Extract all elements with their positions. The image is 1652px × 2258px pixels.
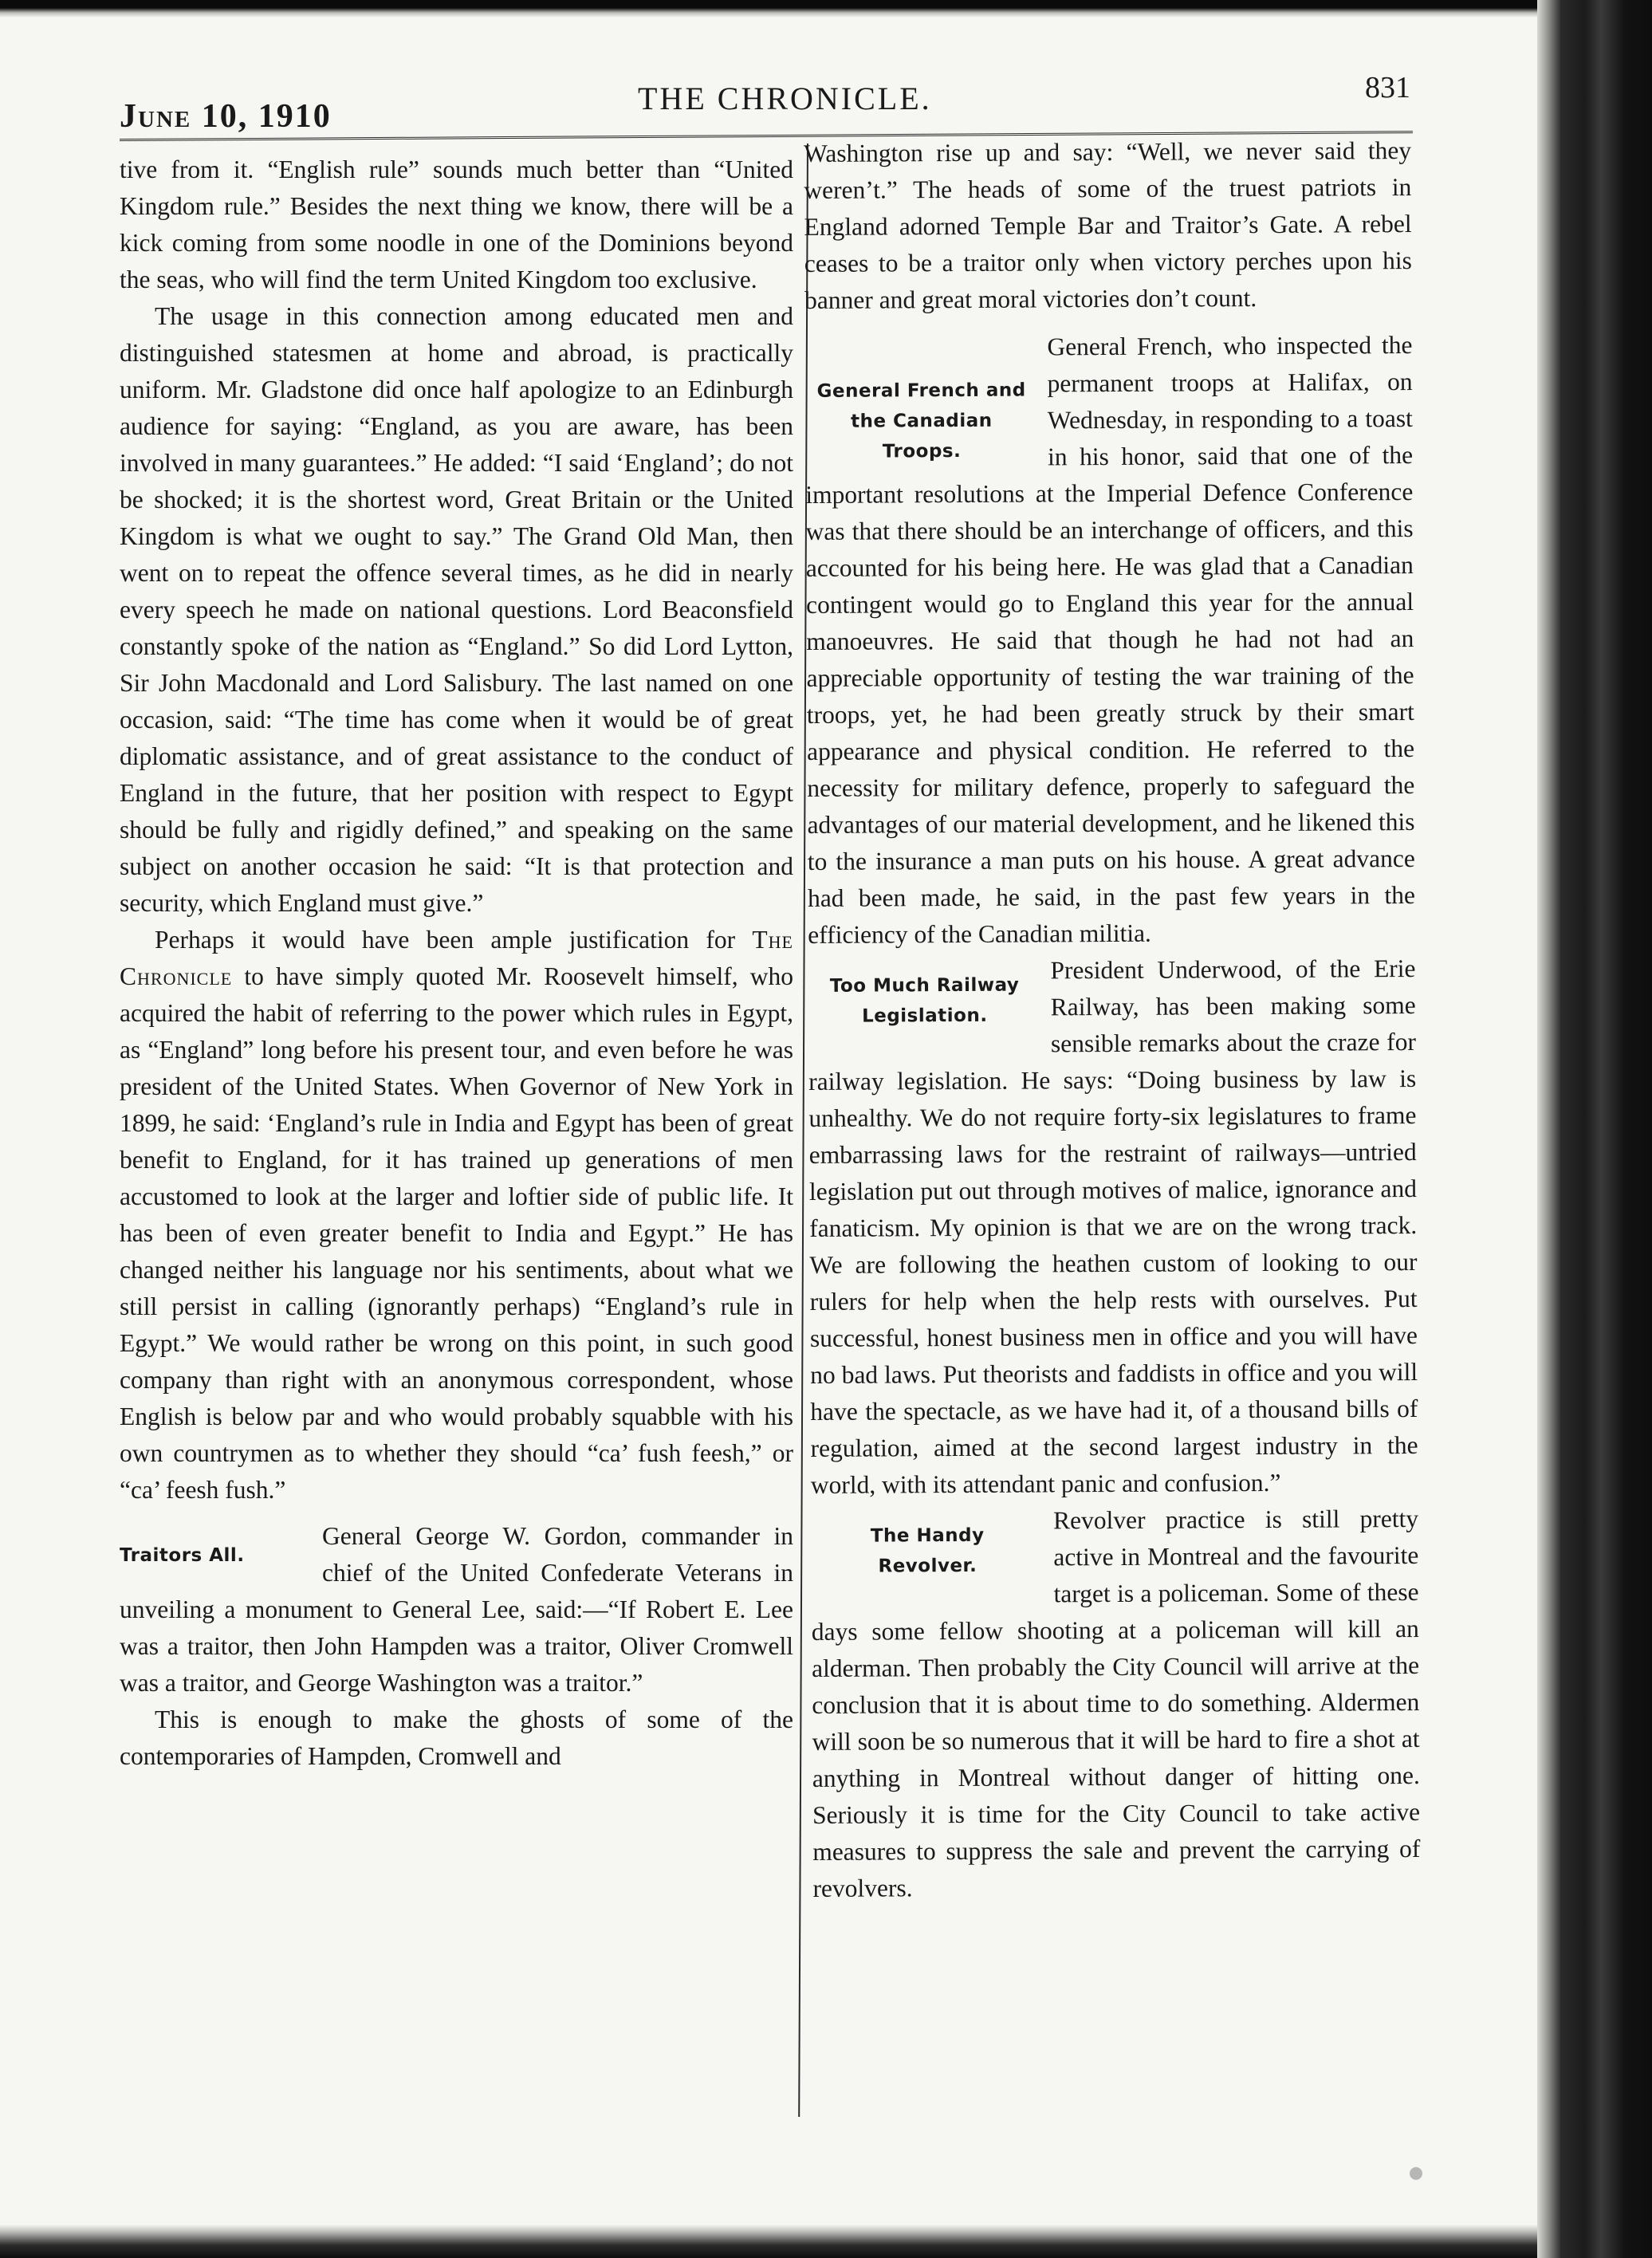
issue-date: June 10, 1910 [120, 98, 332, 135]
article-paragraph: tive from it. “English rule” sounds much better than “United Kingdom rule.” Besides the next thing we know, there will be a kick coming from some noodle in one of the Dominions beyond the seas, who will find the term United Kingdom too exclusive. [120, 155, 793, 293]
article-paragraph: General George W. Gordon, commander in chief of the United Confederate Veterans in unveiling a monument to General Lee, said:—“If Robert E. Lee was a traitor, then John Hampden was a traitor, Oliver Cromwell was a traitor, and George Washington was a traitor.” [120, 1522, 793, 1697]
page-header [0, 0, 1553, 151]
sidehead-line: Legislation. [861, 1005, 988, 1027]
sidehead-general-french [815, 376, 1029, 467]
sidehead-handy-revolver [820, 1520, 1034, 1582]
sidehead-railway-legislation [817, 970, 1031, 1032]
sidehead-line: General French and [816, 380, 1026, 402]
scan-bottom-edge [0, 2225, 1553, 2258]
page-number: 831 [1365, 71, 1410, 104]
sidehead-line: The Handy [870, 1524, 985, 1547]
sidehead-traitors-all [120, 1540, 303, 1571]
paragraph-text: to have simply quoted Mr. Roosevelt himself, who acquired the habit of referring to the power which rules in Egypt, as “England” long before his present tour, and even before he was president of the United States. When Governor of New York in 1899, he said: ‘England’s rule in India and Egypt has been of great benefit to England, for it has trained up generations of men accustomed to look at the larger and loftier side of public life. It has been of even greater benefit to India and Egypt.” He has changed neither his language nor his sentiments, about what we still persist in calling (ignorantly perhaps) “England’s rule in Egypt.” We would rather be wrong on this point, in such good company than right with an anonymous correspondent, whose English is below par and who would probably squabble with his own countrymen as to whether they should “ca’ fush feesh,” or “ca’ feesh fush.” [120, 962, 793, 1504]
article-paragraph: General French, who inspected the permanent troops at Halifax, on Wednesday, in responding to a toast in his honor, said that one of the important resolutions at the Imperial Defence Conference was that there should be an interchange of officers, and this accounted for his being here. He was glad that a Canadian contingent would go to England this year for the annual manoeuvres. He said that though he had not had an appreciable opportunity of testing the war training of the troops, yet, he had been greatly struck by their smart appearance and physical condition. He referred to the necessity for military defence, properly to safeguard the advantages of our material development, and he likened this to the insurance a man puts on his house. A great advance had been made, he said, in the past few years in the efficiency of the Canadian militia. [805, 331, 1416, 949]
scan-speck [1410, 2167, 1422, 2180]
sidehead-line: the Canadian Troops. [851, 410, 993, 462]
article-paragraph [120, 922, 793, 1509]
right-column [804, 132, 1421, 1907]
sidehead-line: Revolver. [878, 1555, 977, 1577]
article-paragraph: Washington rise up and say: “Well, we never said they weren’t.” The heads of some of the truest patriots in England adorned Temple Bar and Traitor’s Gate. A rebel ceases to be a traitor only when victory perches upon his banner and great moral victories don’t count. [804, 136, 1412, 314]
journal-name-inline: The Chronicle [120, 926, 793, 990]
article-paragraph: President Underwood, of the Erie Railway, has been making some sensible remarks about the craze for railway legislation. He says: “Doing business by law is unhealthy. We do not require forty-six legislatures to frame embarrassing laws for the restraint of railways—untried legislation put out through motives of malice, ignorance and fanaticism. My opinion is that we are on the wrong track. We are following the heathen custom of looking to our rulers for help when the help rests with ourselves. Put successful, honest business men in office and you will have no bad laws. Put theorists and faddists in office and you will have the spectacle, as we have had it, of a thousand bills of regulation, aimed at the second largest industry in the world, with its attendant panic and confusion.” [808, 954, 1418, 1499]
article-paragraph: The usage in this connection among educated men and distinguished statesmen at home and abroad, is practically uniform. Mr. Gladstone did once half apologize to an Edinburgh audience for saying: “England, as you are aware, has been involved in many guarantees.” He added: “I said ‘England’; do not be shocked; it is the shortest word, Great Britain or the United Kingdom is what we ought to say.” The Grand Old Man, then went on to repeat the offence several times, as he did in nearly every speech he made on national questions. Lord Beaconsfield constantly spoke of the nation as “England.” So did Lord Lytton, Sir John Macdonald and Lord Salisbury. The last named on one occasion, said: “The time has come when it would be of great diplomatic assistance, and of great assistance to the conduct of England in the future, that her position with respect to Egypt should be fully and rigidly defined,” and speaking on the same subject on another occasion he said: “It is that protection and security, which England must give.” [120, 302, 793, 917]
sidehead-line: Too Much Railway [829, 974, 1020, 997]
sidehead-text: Traitors All. [120, 1545, 245, 1566]
paragraph-text: Perhaps it would have been ample justification for [155, 926, 736, 954]
article-paragraph: Revolver practice is still pretty active in Montreal and the favourite target is a policeman. Some of these days some fellow shooting at a policeman will kill an alderman. Then probably the City Council will arrive at the conclusion that it is about time to do something. Aldermen will soon be so numerous that it will be hard to fire a shot at anything in Montreal without danger of hitting one. Seriously it is time for the City Council to take active measures to suppress the sale and prevent the carrying of revolvers. [811, 1504, 1421, 1902]
article-paragraph: This is enough to make the ghosts of some of the contemporaries of Hampden, Cromwell and [120, 1705, 793, 1770]
left-column [120, 151, 793, 1775]
binding-edge [1537, 0, 1652, 2258]
journal-title: THE CHRONICLE. [638, 81, 932, 116]
